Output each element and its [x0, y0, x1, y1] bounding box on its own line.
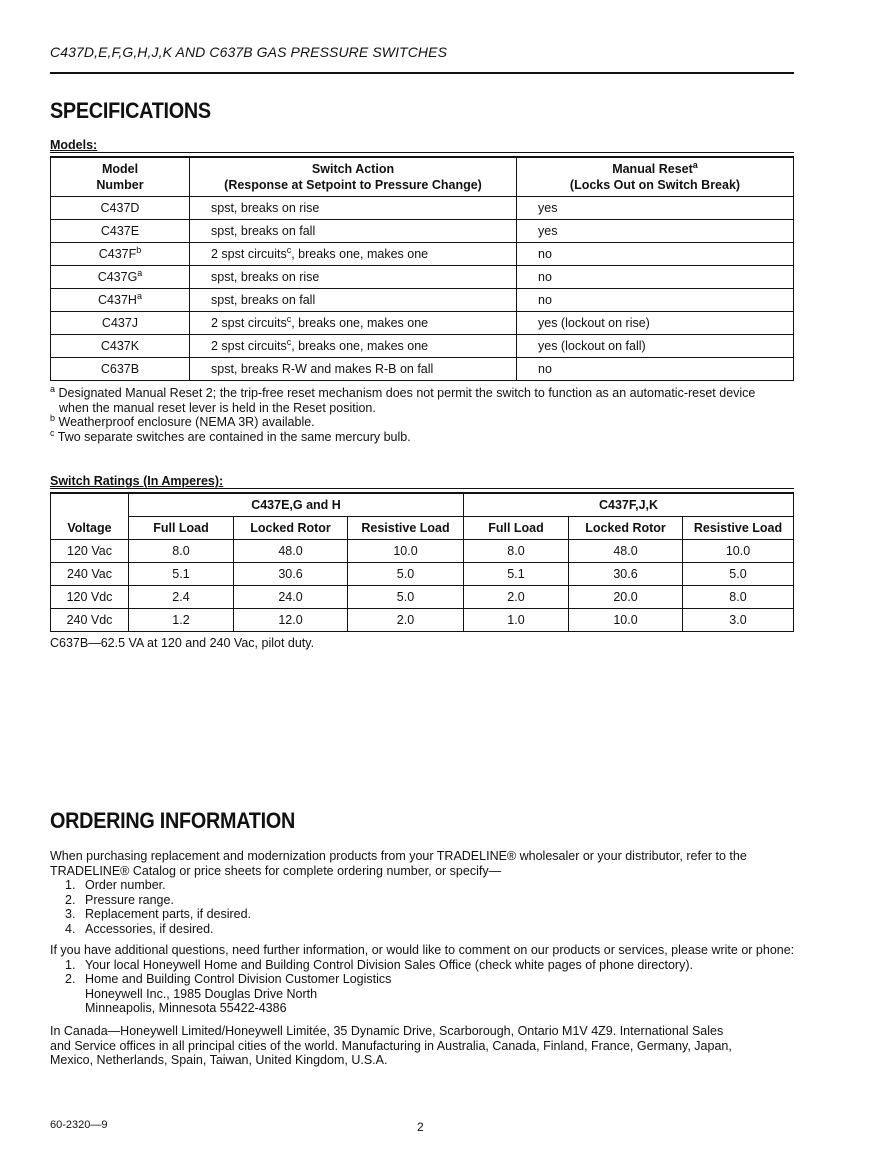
footnote-marker: a	[692, 160, 698, 170]
rating-value-cell: 30.6	[569, 563, 683, 586]
rating-value-cell: 1.2	[129, 609, 234, 632]
ordering-contact-list	[50, 958, 800, 987]
manual-reset-cell: yes	[517, 197, 794, 220]
list-item	[50, 893, 800, 908]
rating-value-cell: 8.0	[464, 540, 569, 563]
footnote-c	[50, 427, 800, 445]
models-footnotes	[50, 386, 800, 444]
header-line: (Locks Out on Switch Break)	[569, 178, 741, 192]
list-text: Pressure range.	[85, 892, 174, 907]
canada-block	[50, 1024, 800, 1068]
switch-action-rest: , breaks one, makes one	[291, 316, 429, 330]
rating-value-cell: 2.0	[464, 586, 569, 609]
model-number-cell	[51, 312, 190, 335]
footnote-marker: b	[136, 245, 142, 255]
list-item	[50, 922, 800, 937]
ordering-intro-line: TRADELINE® Catalog or price sheets for complete ordering number, or specify—	[50, 863, 502, 878]
manual-reset-cell: yes (lockout on rise)	[517, 312, 794, 335]
models-header-switch-action	[190, 158, 517, 197]
footnote-marker: a	[50, 384, 56, 394]
ratings-voltage-header-top	[51, 494, 129, 517]
manual-reset-cell: no	[517, 243, 794, 266]
footnote-marker: a	[136, 291, 142, 301]
switch-action-cell	[190, 312, 517, 335]
switch-action: spst, breaks on fall	[211, 293, 316, 307]
manual-reset-cell: yes	[517, 220, 794, 243]
footer-doc-number: 60-2320—9	[50, 1119, 108, 1131]
list-number: 3.	[65, 907, 76, 922]
list-item	[50, 958, 800, 973]
list-number: 1.	[65, 878, 76, 893]
header-line: Switch Action	[311, 162, 395, 176]
header-line: Number	[96, 178, 144, 192]
ratings-note: C637B—62.5 VA at 120 and 240 Vac, pilot duty.	[50, 636, 315, 650]
rating-value-cell: 12.0	[234, 609, 348, 632]
switch-action-cell	[190, 289, 517, 312]
manual-reset-cell: yes (lockout on fall)	[517, 335, 794, 358]
rating-value-cell: 3.0	[683, 609, 794, 632]
rating-value-cell: 5.0	[348, 563, 464, 586]
switch-action: spst, breaks on fall	[211, 224, 316, 238]
footnote-marker: c	[50, 427, 55, 438]
model-number: C437J	[101, 316, 139, 330]
ordering-intro-block	[50, 849, 800, 937]
list-text: Replacement parts, if desired.	[85, 907, 252, 922]
specifications-heading: SPECIFICATIONS	[50, 98, 211, 123]
model-number: C437E	[100, 224, 140, 238]
list-text: Your local Honeywell Home and Building Control Division Sales Office (check white pages of phone directory).	[85, 957, 693, 972]
models-row	[51, 335, 794, 358]
model-number: C437D	[100, 201, 140, 215]
ordering-intro-line: When purchasing replacement and modernization products from your TRADELINE® wholesaler or your distributor, refer to the	[50, 849, 747, 863]
canada-line: and Service offices in all principal cities of the world. Manufacturing in Australia, Canada, Finland, France, Germany, Japan,	[50, 1038, 732, 1053]
switch-action: spst, breaks on rise	[211, 270, 320, 284]
ratings-subheader-row	[51, 517, 794, 540]
models-row	[51, 197, 794, 220]
switch-action: spst, breaks on rise	[211, 201, 320, 215]
rating-value-cell: 30.6	[234, 563, 348, 586]
models-table-body	[51, 197, 794, 381]
ratings-row	[51, 563, 794, 586]
ratings-table	[50, 493, 794, 632]
models-table	[50, 157, 794, 381]
rating-value-cell: 24.0	[234, 586, 348, 609]
ratings-group-header-2: C437F,J,K	[464, 494, 794, 517]
switch-action-cell	[190, 266, 517, 289]
ratings-subheader: Full Load	[464, 517, 569, 540]
manual-reset-cell: no	[517, 358, 794, 381]
models-row	[51, 266, 794, 289]
switch-action: 2 spst circuits	[211, 247, 287, 261]
address-line: Minneapolis, Minnesota 55422-4386	[85, 1001, 287, 1016]
models-row	[51, 289, 794, 312]
footnote-a	[50, 386, 800, 401]
header-line: Model	[101, 162, 139, 176]
model-number-cell	[51, 289, 190, 312]
list-number: 1.	[65, 957, 76, 972]
footnote-marker: c	[286, 337, 292, 347]
manual-reset-cell: no	[517, 266, 794, 289]
canada-line: In Canada—Honeywell Limited/Honeywell Limitée, 35 Dynamic Drive, Scarborough, Ontario M1V 4Z9. International Sales	[50, 1024, 724, 1038]
switch-action: 2 spst circuits	[211, 316, 287, 330]
running-header-title: C437D,E,F,G,H,J,K AND C637B GAS PRESSURE SWITCHES	[50, 44, 448, 60]
ordering-questions: If you have additional questions, need further information, or would like to comment on our products or services, please write or phone:	[50, 943, 795, 957]
ratings-subheader: Resistive Load	[348, 517, 464, 540]
ratings-group-header-row	[51, 494, 794, 517]
model-number-cell	[51, 220, 190, 243]
rating-value-cell: 10.0	[348, 540, 464, 563]
model-number-cell	[51, 358, 190, 381]
switch-action-cell	[190, 335, 517, 358]
models-header-manual-reset	[517, 158, 794, 197]
ratings-subheader: Locked Rotor	[234, 517, 348, 540]
ratings-group-header-1: C437E,G and H	[129, 494, 464, 517]
header-rule	[50, 72, 794, 74]
ratings-subheader: Full Load	[129, 517, 234, 540]
footnote-a-continued: when the manual reset lever is held in the Reset position.	[59, 400, 376, 415]
rating-value-cell: 48.0	[234, 540, 348, 563]
rating-value-cell: 10.0	[569, 609, 683, 632]
models-header-model	[51, 158, 190, 197]
list-item	[50, 972, 800, 987]
voltage-cell: 240 Vdc	[51, 609, 129, 632]
ratings-caption: Switch Ratings (In Amperes):	[50, 474, 224, 488]
manual-reset-cell: no	[517, 289, 794, 312]
switch-action-rest: , breaks one, makes one	[291, 247, 429, 261]
model-number-cell	[51, 243, 190, 266]
ratings-subheader: Locked Rotor	[569, 517, 683, 540]
footnote-b	[50, 415, 800, 430]
list-number: 2.	[65, 972, 76, 987]
rating-value-cell: 1.0	[464, 609, 569, 632]
footnote-marker: c	[286, 314, 292, 324]
models-row	[51, 312, 794, 335]
switch-action: 2 spst circuits	[211, 339, 287, 353]
rating-value-cell: 5.0	[683, 563, 794, 586]
rating-value-cell: 5.1	[129, 563, 234, 586]
ordering-contact-block	[50, 943, 800, 1016]
rating-value-cell: 5.1	[464, 563, 569, 586]
ratings-row	[51, 540, 794, 563]
switch-action-cell	[190, 243, 517, 266]
ordering-spec-list	[50, 878, 800, 936]
model-number: C437G	[97, 270, 138, 284]
header-line: (Response at Setpoint to Pressure Change)	[224, 178, 482, 192]
ratings-table-body	[51, 540, 794, 632]
list-number: 4.	[65, 921, 76, 936]
footnote-marker: a	[137, 268, 143, 278]
footer-page-number: 2	[417, 1120, 424, 1134]
header-line: Manual Reset	[612, 162, 693, 176]
models-caption: Models:	[50, 138, 98, 152]
list-text: Home and Building Control Division Customer Logistics	[85, 972, 392, 987]
model-number-cell	[51, 197, 190, 220]
rating-value-cell: 48.0	[569, 540, 683, 563]
footnote-marker: b	[50, 413, 56, 424]
switch-action-cell	[190, 220, 517, 243]
rating-value-cell: 10.0	[683, 540, 794, 563]
rating-value-cell: 20.0	[569, 586, 683, 609]
models-row	[51, 220, 794, 243]
switch-action-cell	[190, 197, 517, 220]
switch-action-rest: , breaks one, makes one	[291, 339, 429, 353]
ratings-voltage-header: Voltage	[51, 517, 129, 540]
ordering-heading: ORDERING INFORMATION	[50, 808, 296, 833]
model-number: C437H	[98, 293, 137, 307]
list-text: Order number.	[85, 878, 166, 893]
rating-value-cell: 8.0	[129, 540, 234, 563]
switch-action: spst, breaks R-W and makes R-B on fall	[211, 362, 434, 376]
list-item	[50, 907, 800, 922]
ratings-row	[51, 609, 794, 632]
list-text: Accessories, if desired.	[85, 921, 214, 936]
rating-value-cell: 2.4	[129, 586, 234, 609]
address-line: Honeywell Inc., 1985 Douglas Drive North	[85, 986, 318, 1001]
model-number-cell	[51, 266, 190, 289]
model-number-cell	[51, 335, 190, 358]
model-number: C437K	[100, 339, 140, 353]
models-row	[51, 358, 794, 381]
voltage-cell: 240 Vac	[51, 563, 129, 586]
canada-line: Mexico, Netherlands, Spain, Taiwan, United Kingdom, U.S.A.	[50, 1053, 388, 1068]
model-number: C637B	[100, 362, 140, 376]
footnote-text: Designated Manual Reset 2; the trip-free reset mechanism does not permit the switch to function as an automatic-reset device	[58, 386, 756, 400]
switch-action-cell	[190, 358, 517, 381]
models-row	[51, 243, 794, 266]
footnote-text: Weatherproof enclosure (NEMA 3R) available.	[58, 415, 315, 430]
rating-value-cell: 2.0	[348, 609, 464, 632]
list-item	[50, 878, 800, 893]
footnote-text: Two separate switches are contained in the same mercury bulb.	[57, 429, 411, 444]
rating-value-cell: 8.0	[683, 586, 794, 609]
list-number: 2.	[65, 892, 76, 907]
ratings-row	[51, 586, 794, 609]
footnote-marker: c	[286, 245, 292, 255]
ratings-subheader: Resistive Load	[683, 517, 794, 540]
model-number: C437F	[98, 247, 137, 261]
models-header-row	[51, 158, 794, 197]
voltage-cell: 120 Vac	[51, 540, 129, 563]
voltage-cell: 120 Vdc	[51, 586, 129, 609]
rating-value-cell: 5.0	[348, 586, 464, 609]
